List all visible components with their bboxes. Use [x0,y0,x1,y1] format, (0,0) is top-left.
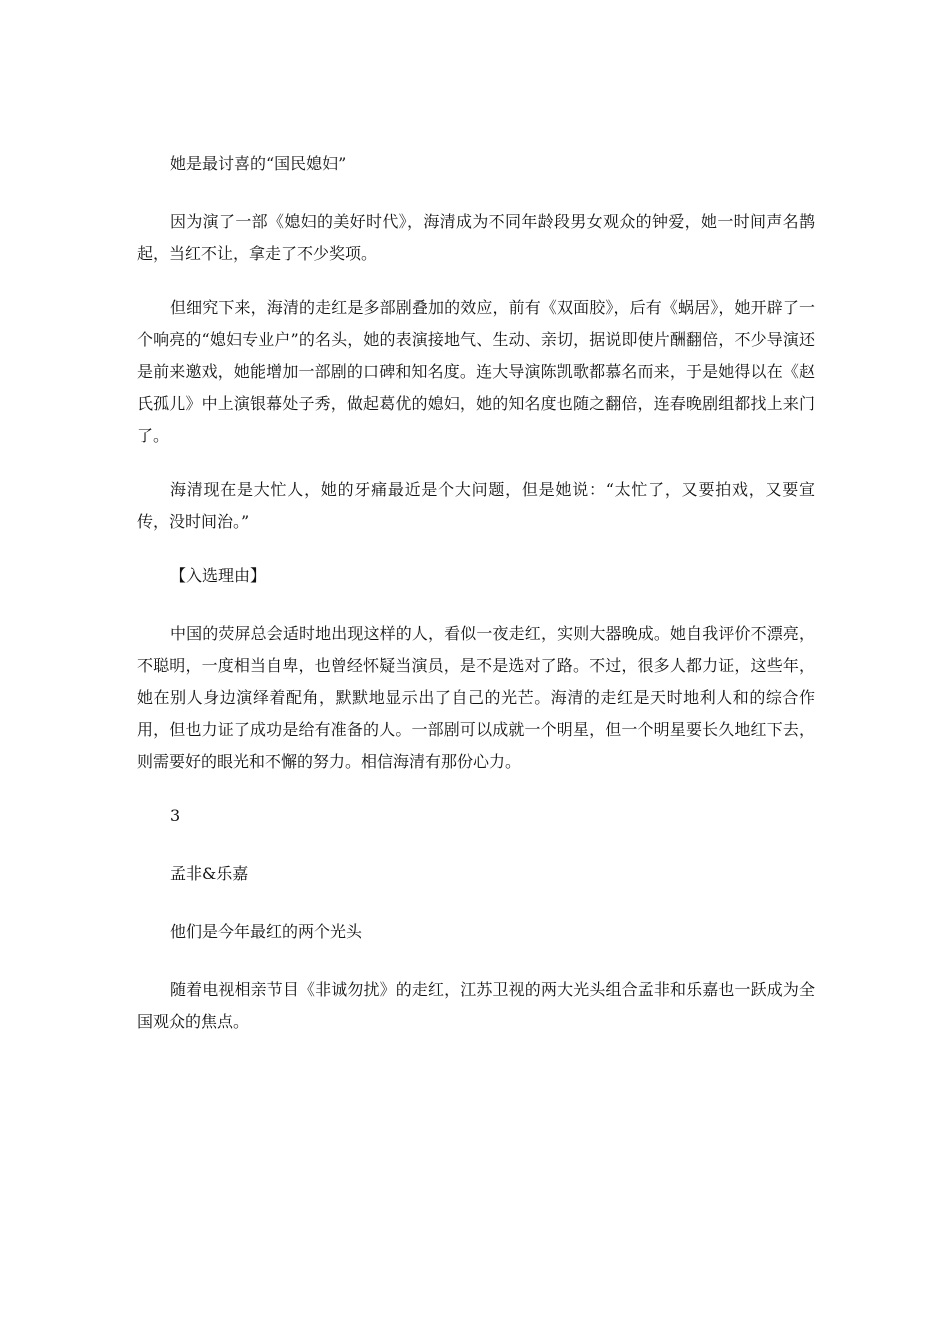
document-body [137,148,815,1060]
subheading-national-daughter-in-law: 她是最讨喜的“国民媳妇” [170,154,347,173]
paragraph-feichengwurao: 随着电视相亲节目《非诚勿扰》的走红，江苏卫视的两大光头组合孟非和乐嘉也一跃成为全国观众的焦点。 [137,980,815,1031]
section-number: 3 [170,806,181,825]
paragraph-reason-text: 中国的荧屏总会适时地出现这样的人，看似一夜走红，实则大器晚成。她自我评价不漂亮，不聪明，一度相当自卑，也曾经怀疑当演员，是不是选对了路。不过，很多人都力证，这些年，她在别人身边演绎着配角，默默地显示出了自己的光芒。海清的走红是天时地利人和的综合作用，但也力证了成功是给有准备的人。一部剧可以成就一个明星，但一个明星要长久地红下去，则需要好的眼光和不懈的努力。相信海清有那份心力。 [137,624,815,771]
paragraph-haiqing-busy: 海清现在是大忙人，她的牙痛最近是个大问题，但是她说：“太忙了，又要拍戏，又要宣传，没时间治。” [137,480,815,531]
paragraph-haiqing-career: 但细究下来，海清的走红是多部剧叠加的效应，前有《双面胶》，后有《蜗居》，她开辟了一个响亮的“媳妇专业户”的名头，她的表演接地气、生动、亲切，据说即使片酬翻倍，不少导演还是前来邀戏，她能增加一部剧的口碑和知名度。连大导演陈凯歌都慕名而来，于是她得以在《赵氏孤儿》中上演银幕处子秀，做起葛优的媳妇，她的知名度也随之翻倍，连春晚剧组都找上来门了。 [137,298,815,445]
section-label-reason: 【入选理由】 [170,566,267,585]
section-title-mengfei-lejia: 孟非&乐嘉 [170,864,249,883]
paragraph-haiqing-fame: 因为演了一部《媳妇的美好时代》，海清成为不同年龄段男女观众的钟爱，她一时间声名鹊起，当红不让，拿走了不少奖项。 [137,212,815,263]
subheading-two-bald-heads: 他们是今年最红的两个光头 [170,922,363,941]
